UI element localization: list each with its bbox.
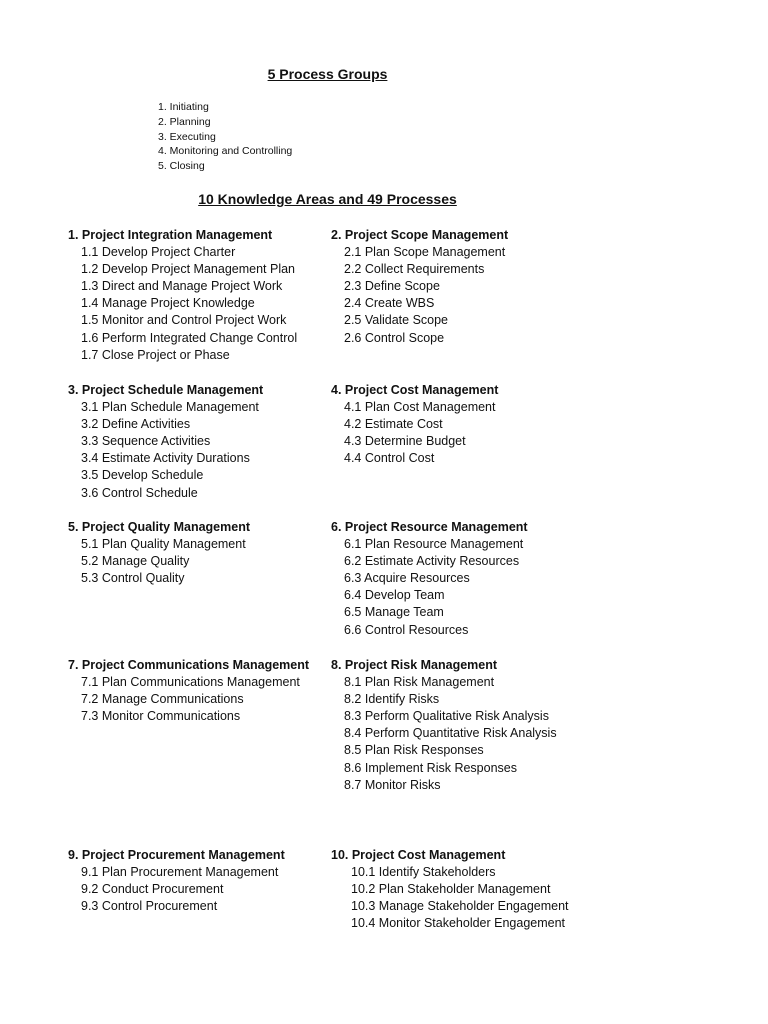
knowledge-area-title: 7. Project Communications Management — [68, 658, 310, 672]
process-item: 1.4 Manage Project Knowledge — [81, 296, 255, 311]
knowledge-area-title: 10. Project Cost Management — [331, 848, 506, 862]
process-item: 9.2 Conduct Procurement — [81, 882, 224, 897]
process-item: 1.6 Perform Integrated Change Control — [81, 330, 298, 345]
knowledge-area-cost — [331, 382, 498, 467]
knowledge-areas-title: 10 Knowledge Areas and 49 Processes — [198, 191, 457, 207]
process-item: 3.6 Control Schedule — [81, 485, 198, 500]
process-item: 2.4 Create WBS — [344, 296, 435, 311]
process-item: 8.6 Implement Risk Responses — [344, 760, 517, 775]
knowledge-area-title: 6. Project Resource Management — [331, 520, 528, 534]
process-item: 6.3 Acquire Resources — [344, 571, 470, 586]
process-item: 8.5 Plan Risk Responses — [344, 743, 484, 758]
process-groups-title: 5 Process Groups — [267, 66, 388, 82]
knowledge-area-title: 3. Project Schedule Management — [68, 383, 264, 397]
process-item: 2.3 Define Scope — [344, 279, 440, 294]
process-item: 7.2 Manage Communications — [81, 692, 244, 707]
process-item: 10.2 Plan Stakeholder Management — [351, 882, 551, 897]
process-group-item: 2. Planning — [158, 115, 211, 128]
process-item: 10.4 Monitor Stakeholder Engagement — [351, 916, 566, 931]
process-item: 6.5 Manage Team — [344, 605, 444, 620]
knowledge-area-title: 1. Project Integration Management — [68, 228, 273, 242]
process-item: 5.3 Control Quality — [81, 571, 185, 586]
knowledge-area-quality — [68, 519, 250, 587]
process-item: 3.5 Develop Schedule — [81, 468, 204, 483]
knowledge-area-title: 2. Project Scope Management — [331, 228, 509, 242]
knowledge-area-stakeholder — [331, 847, 569, 932]
knowledge-area-resource — [331, 519, 528, 639]
process-item: 8.3 Perform Qualitative Risk Analysis — [344, 709, 549, 724]
knowledge-area-procurement — [68, 847, 285, 915]
process-item: 8.4 Perform Quantitative Risk Analysis — [344, 726, 557, 741]
knowledge-area-title: 5. Project Quality Management — [68, 520, 250, 534]
process-groups-list — [158, 100, 292, 174]
process-item: 2.1 Plan Scope Management — [344, 245, 506, 260]
process-item: 4.1 Plan Cost Management — [344, 400, 496, 415]
process-item: 3.1 Plan Schedule Management — [81, 400, 259, 415]
process-group-item: 1. Initiating — [158, 101, 209, 113]
knowledge-area-scope — [331, 227, 508, 347]
process-item: 7.3 Monitor Communications — [81, 709, 241, 724]
process-item: 6.6 Control Resources — [344, 622, 469, 637]
process-item: 9.1 Plan Procurement Management — [81, 865, 279, 880]
process-item: 10.3 Manage Stakeholder Engagement — [351, 899, 569, 914]
process-item: 3.3 Sequence Activities — [81, 434, 211, 449]
knowledge-area-title: 4. Project Cost Management — [331, 383, 499, 397]
process-item: 8.7 Monitor Risks — [344, 777, 441, 792]
knowledge-area-communications — [68, 657, 309, 725]
process-item: 7.1 Plan Communications Management — [81, 675, 300, 690]
process-item: 4.2 Estimate Cost — [344, 417, 443, 432]
process-item: 9.3 Control Procurement — [81, 899, 218, 914]
process-item: 6.4 Develop Team — [344, 588, 445, 603]
process-item: 4.4 Control Cost — [344, 451, 435, 466]
process-item: 3.2 Define Activities — [81, 417, 191, 432]
knowledge-area-risk — [331, 657, 557, 794]
process-item: 8.1 Plan Risk Management — [344, 675, 495, 690]
process-item: 2.2 Collect Requirements — [344, 262, 485, 277]
process-item: 2.6 Control Scope — [344, 330, 445, 345]
process-item: 10.1 Identify Stakeholders — [351, 865, 496, 880]
process-item: 6.1 Plan Resource Management — [344, 537, 524, 552]
knowledge-area-integration — [68, 227, 297, 364]
process-item: 1.2 Develop Project Management Plan — [81, 262, 296, 277]
process-group-item: 4. Monitoring and Controlling — [158, 145, 293, 158]
process-item: 6.2 Estimate Activity Resources — [344, 554, 520, 569]
process-item: 4.3 Determine Budget — [344, 434, 466, 449]
process-item: 1.1 Develop Project Charter — [81, 245, 236, 260]
process-item: 1.3 Direct and Manage Project Work — [81, 279, 283, 294]
process-item: 1.5 Monitor and Control Project Work — [81, 313, 287, 328]
process-item: 5.2 Manage Quality — [81, 554, 190, 569]
process-item: 1.7 Close Project or Phase — [81, 347, 230, 362]
knowledge-area-title: 9. Project Procurement Management — [68, 848, 285, 862]
process-item: 8.2 Identify Risks — [344, 692, 440, 707]
knowledge-area-schedule — [68, 382, 263, 502]
process-group-item: 3. Executing — [158, 130, 216, 143]
process-item: 3.4 Estimate Activity Durations — [81, 451, 250, 466]
knowledge-area-title: 8. Project Risk Management — [331, 658, 498, 672]
process-group-item: 5. Closing — [158, 160, 205, 173]
process-item: 5.1 Plan Quality Management — [81, 537, 246, 552]
process-item: 2.5 Validate Scope — [344, 313, 449, 328]
